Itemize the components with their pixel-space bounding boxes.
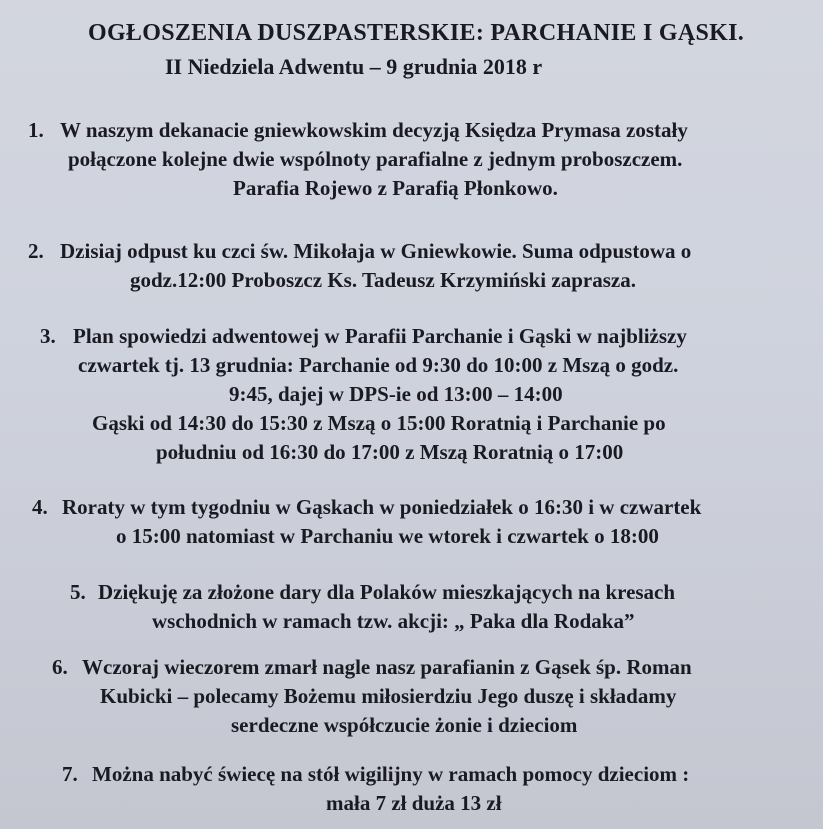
item-line: południu od 16:30 do 17:00 z Mszą Roratnią o 17:00 <box>156 440 624 464</box>
item-number: 2. <box>28 239 44 263</box>
item-number: 7. <box>62 762 78 786</box>
item-line: mała 7 zł duża 13 zł <box>326 791 502 815</box>
item-line: Gąski od 14:30 do 15:30 z Mszą o 15:00 Roratnią i Parchanie po <box>92 411 666 435</box>
item-line: Roraty w tym tygodniu w Gąskach w poniedziałek o 16:30 i w czwartek <box>62 495 702 519</box>
item-number: 4. <box>32 495 48 519</box>
item-line: Dzisiaj odpust ku czci św. Mikołaja w Gniewkowie. Suma odpustowa o <box>60 239 692 263</box>
item-line: połączone kolejne dwie wspólnoty parafialne z jednym proboszczem. <box>68 147 683 171</box>
page-title: OGŁOSZENIA DUSZPASTERSKIE: PARCHANIE I GĄSKI. <box>88 20 745 46</box>
item-line: o 15:00 natomiast w Parchaniu we wtorek i czwartek o 18:00 <box>116 524 659 548</box>
item-number: 6. <box>52 655 68 679</box>
item-number: 1. <box>28 118 44 142</box>
item-line: Wczoraj wieczorem zmarł nagle nasz parafianin z Gąsek śp. Roman <box>82 655 692 679</box>
item-number: 3. <box>40 324 56 348</box>
item-line: Parafia Rojewo z Parafią Płonkowo. <box>233 176 558 200</box>
item-line: Można nabyć świecę na stół wigilijny w ramach pomocy dzieciom : <box>92 762 690 786</box>
item-line: wschodnich w ramach tzw. akcji: „ Paka dla Rodaka” <box>152 609 635 633</box>
item-line: godz.12:00 Proboszcz Ks. Tadeusz Krzymiński zaprasza. <box>130 268 636 292</box>
item-number: 5. <box>70 580 86 604</box>
item-line: Plan spowiedzi adwentowej w Parafii Parchanie i Gąski w najbliższy <box>73 324 687 348</box>
item-line: W naszym dekanacie gniewkowskim decyzją Księdza Prymasa zostały <box>60 118 688 142</box>
item-line: Dziękuję za złożone dary dla Polaków mieszkających na kresach <box>98 580 676 604</box>
item-line: czwartek tj. 13 grudnia: Parchanie od 9:30 do 10:00 z Mszą o godz. <box>78 353 679 377</box>
item-line: serdeczne współczucie żonie i dzieciom <box>231 713 578 737</box>
item-line: 9:45, dajej w DPS-ie od 13:00 – 14:00 <box>229 382 563 406</box>
page-subtitle: II Niedziela Adwentu – 9 grudnia 2018 r <box>165 54 543 79</box>
item-line: Kubicki – polecamy Bożemu miłosierdziu Jego duszę i składamy <box>100 684 677 708</box>
